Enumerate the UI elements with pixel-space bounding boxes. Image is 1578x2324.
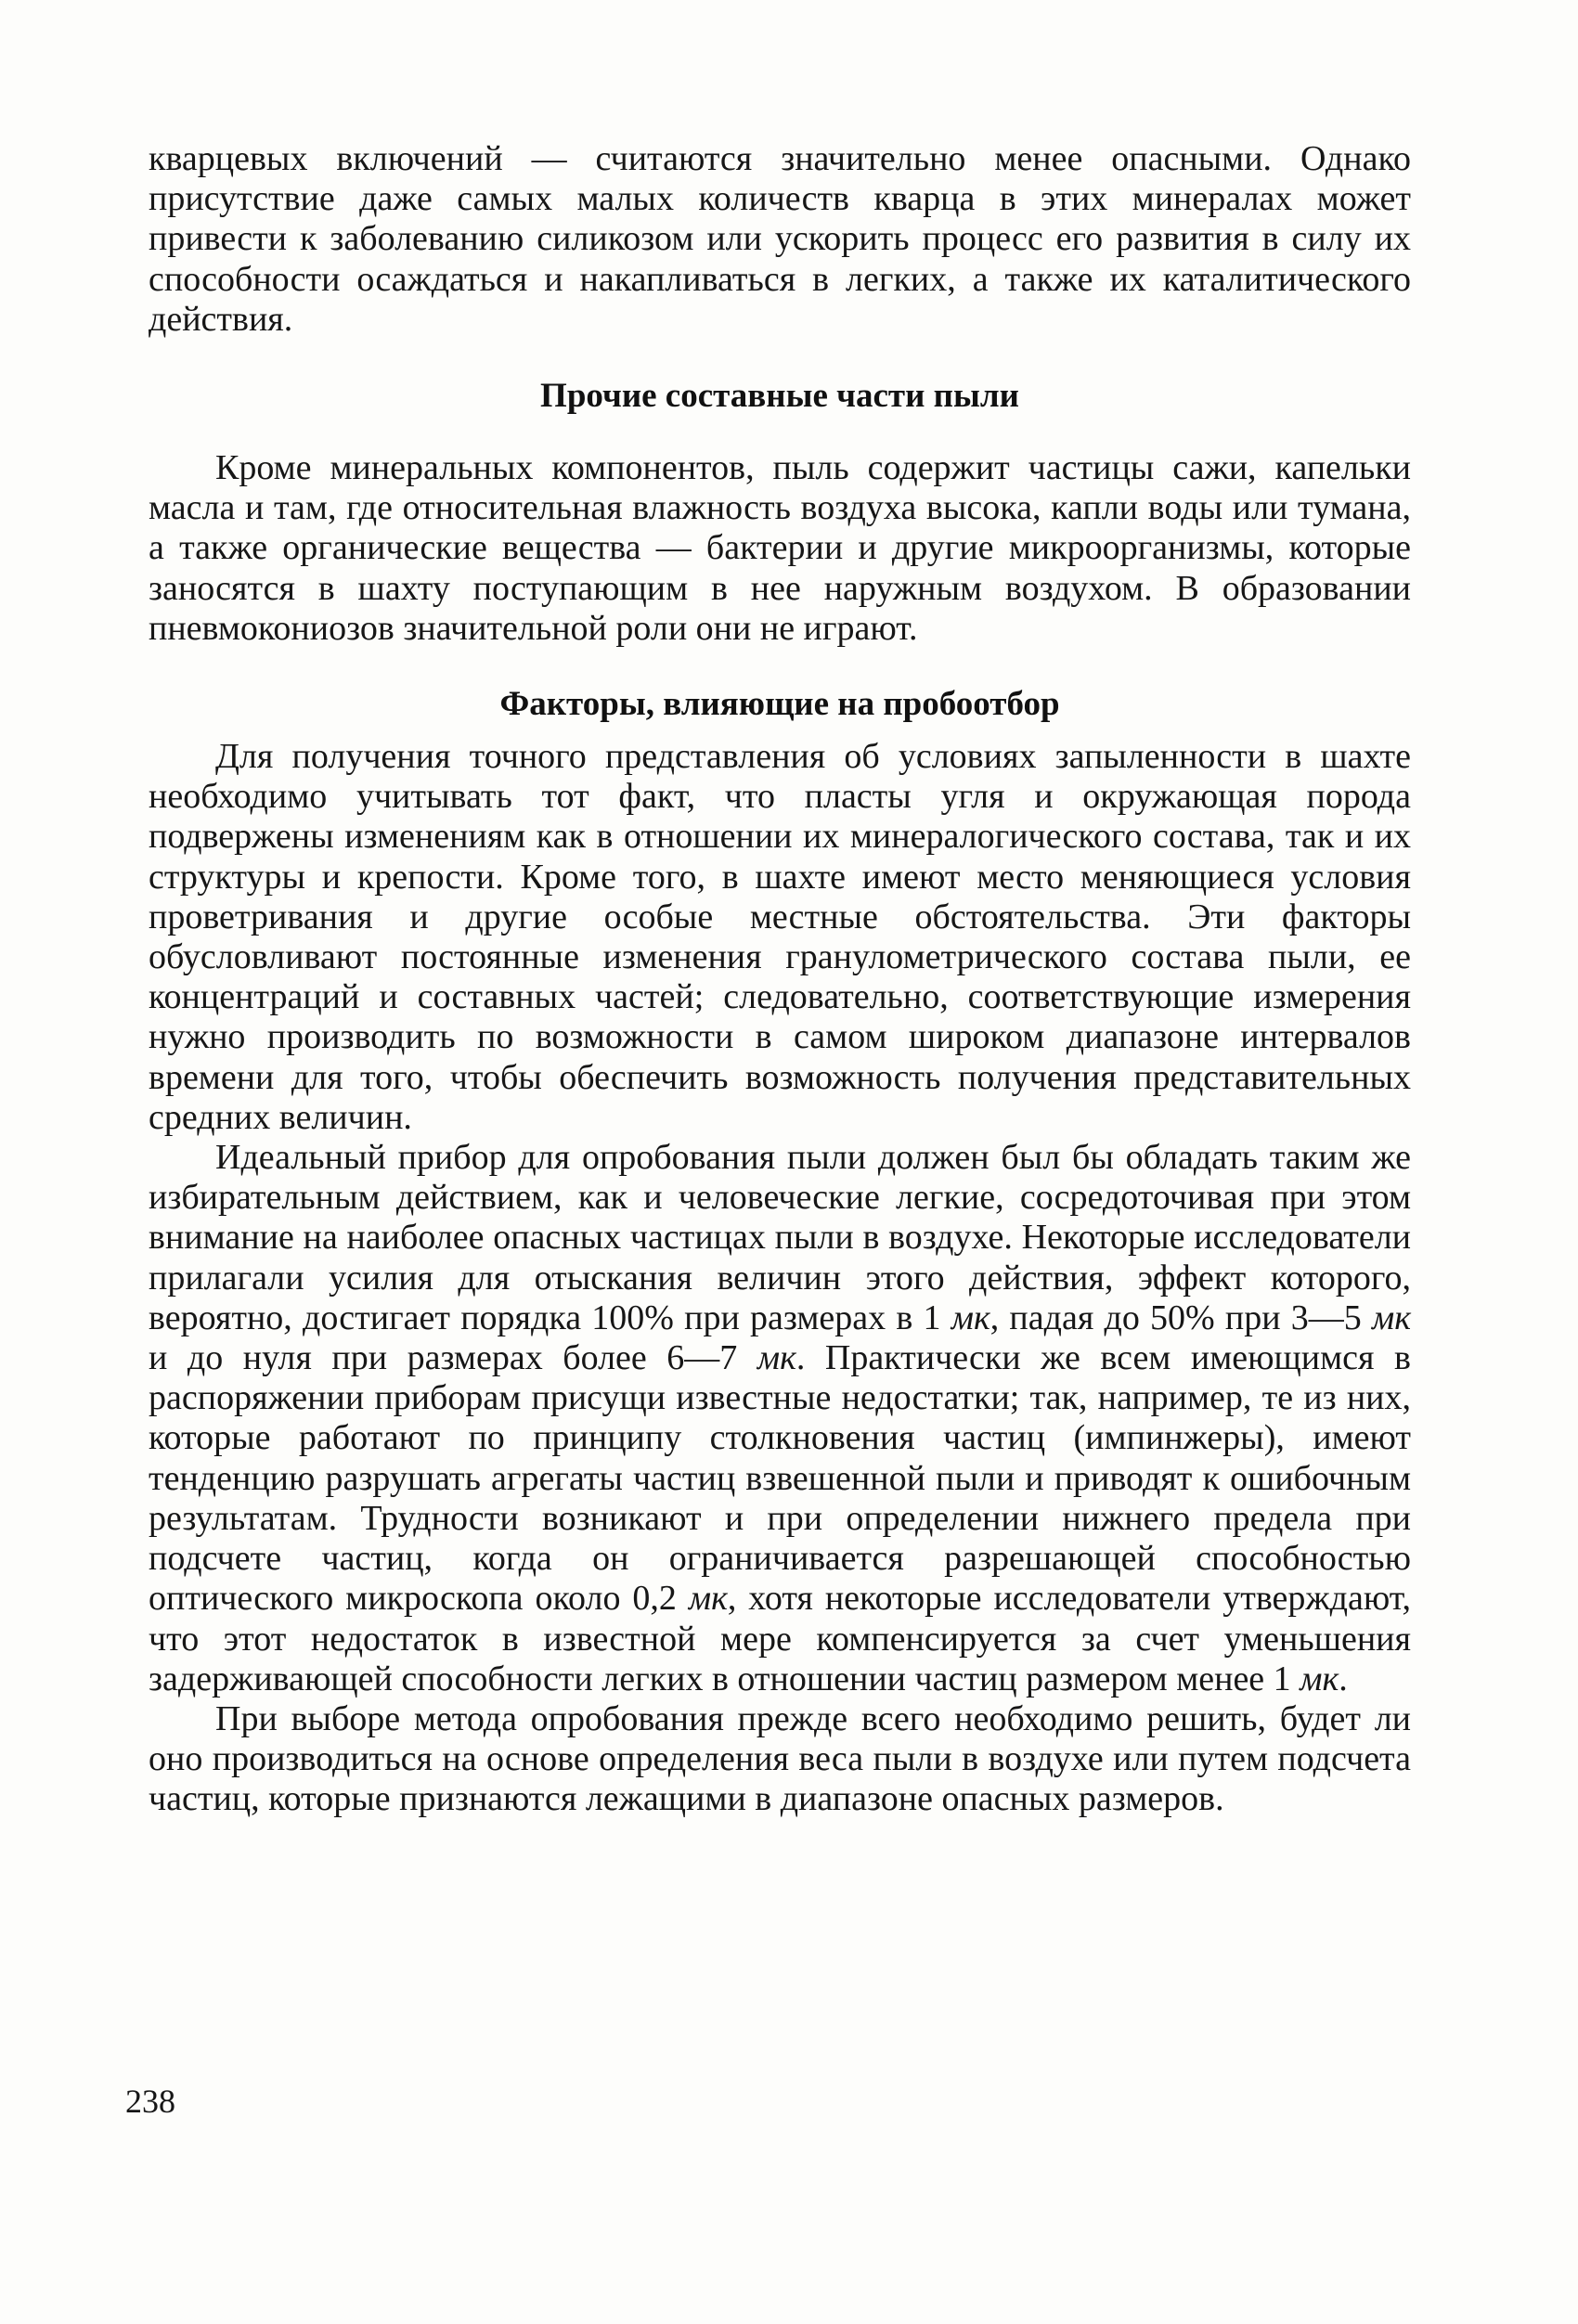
section-heading-sampling-factors: Факторы, влияющие на пробоотбор [499,685,1060,724]
text-run: Идеальный прибор для опробования пыли должен был бы обладать таким же избирательным действием, как и человеческие легкие, сосредоточивая при этом внимание на наиболее опасных частицах пыли в воздухе. Некоторые исследователи прилагали усилия для отыскания величин этого действия, эффект которого, вероятно, достигает порядка 100% при размерах в 1 [149,1138,1411,1337]
text-run: , хотя некоторые исследователи утверждают, что этот недостаток в известной мере компенсируется за счет уменьшения задерживающей способности легких в отношении частиц размером менее 1 [149,1579,1411,1698]
unit-micron: мк [1300,1659,1339,1698]
paragraph-method-choice: При выборе метода опробования прежде всего необходимо решить, будет ли оно производиться на основе определения веса пыли в воздухе или путем подсчета частиц, которые признаются лежащими в диапазоне опасных размеров. [149,1698,1411,1819]
unit-micron: мк [757,1338,796,1378]
text-run: . Практически же всем имеющимся в распоряжении приборам присущи известные недостатки; так, например, те из них, которые работают по принципу столкновения частиц (импинжеры), имеют тенденцию разрушать агрегаты частиц взвешенной пыли и приводят к ошибочным результатам. Трудности возникают и при определении нижнего предела при подсчете частиц, когда он ограничивается разрешающей способностью оптического микроскопа около 0,2 [149,1338,1411,1619]
page-number: 238 [125,2083,175,2120]
unit-micron: мк [951,1298,990,1337]
unit-micron: мк [1371,1298,1411,1337]
text-run: и до нуля при размерах более 6—7 [149,1338,757,1378]
paragraph-continuation: кварцевых включений — считаются значительно менее опасными. Однако присутствие даже самых малых количеств кварца в этих минералах может привести к заболеванию силикозом или ускорить процесс его развития в силу их способности осаждаться и накапливаться в легких, а также их каталитического действия. [149,139,1411,339]
paragraph-dust-conditions: Для получения точного представления об условиях запыленности в шахте необходимо учитывать тот факт, что пласты угля и окружающая порода подвержены изменениям как в отношении их минералогического состава, так и их структуры и крепости. Кроме того, в шахте имеют место меняющиеся условия проветривания и другие особые местные обстоятельства. Эти факторы обусловливают постоянные изменения гранулометрического состава пыли, ее концентраций и составных частей; следовательно, соответствующие измерения нужно производить по возможности в самом широком диапазоне интервалов времени для того, чтобы обеспечить возможность получения представительных средних величин. [149,737,1411,1137]
text-run: , падая до 50% при 3—5 [989,1298,1372,1337]
unit-micron: мк [688,1579,728,1619]
page-text [149,139,1411,1820]
paragraph-ideal-instrument [149,1138,1411,1699]
paragraph-other-components: Кроме минеральных компонентов, пыль содержит частицы сажи, капельки масла и там, где относительная влажность воздуха высока, капли воды или тумана, а также органические вещества — бактерии и другие микроорганизмы, которые заносятся в шахту поступающим в нее наружным воздухом. В образовании пневмокониозов значительной роли они не играют. [149,448,1411,648]
section-heading-other-dust-components: Прочие составные части пыли [540,377,1019,416]
text-run: . [1339,1659,1348,1698]
